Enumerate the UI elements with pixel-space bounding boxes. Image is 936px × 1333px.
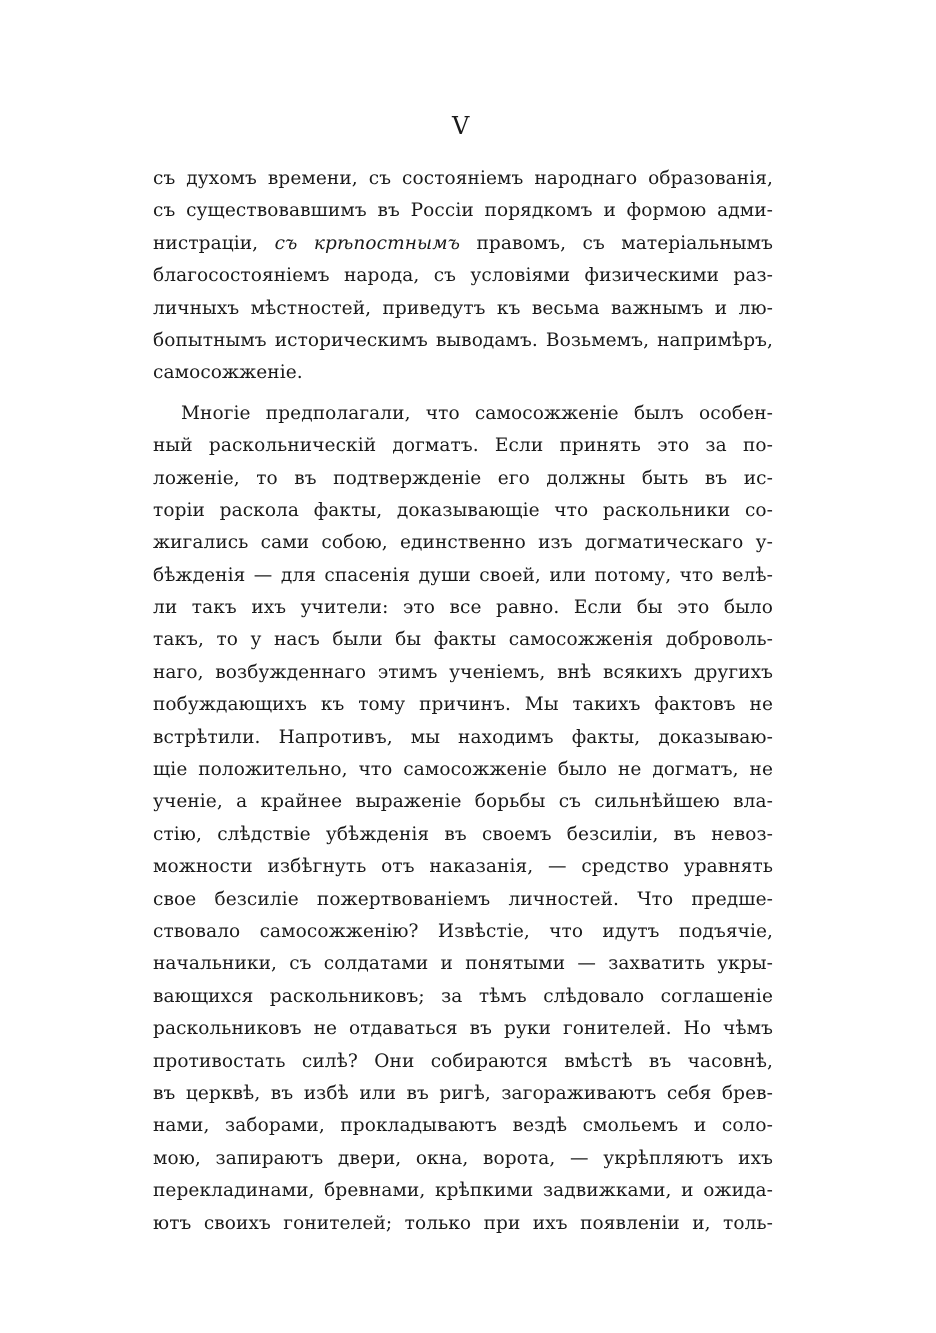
text-line: ученіе, а крайнее выраженіе борьбы съ сильнѣйшею вла-	[153, 791, 773, 813]
text-line	[153, 228, 773, 260]
text-line: Многіе предполагали, что самосожженіе былъ особен-	[181, 402, 773, 424]
text-line: свое безсиліе пожертвованіемъ личностей. Что предше-	[153, 888, 773, 910]
text-run: нистраціи,	[153, 232, 275, 254]
text-line: въ церквѣ, въ избѣ или въ ригѣ, загораживаютъ себя брев-	[153, 1082, 773, 1104]
text-line: щіе положительно, что самосожженіе было не догматъ, не	[153, 759, 773, 781]
italic-phrase: съ крѣпостнымъ	[274, 232, 461, 254]
text-line: раскольниковъ не отдаваться въ руки гонителей. Но чѣмъ	[153, 1018, 773, 1040]
text-line: противостать силѣ? Они собираются вмѣстѣ въ часовнѣ,	[153, 1050, 773, 1072]
text-line: перекладинами, бревнами, крѣпкими задвижками, и ожида-	[153, 1180, 773, 1202]
text-line: съ существовавшимъ въ Россіи порядкомъ и формою адми-	[153, 200, 773, 222]
text-line: торіи раскола факты, доказывающіе что раскольники со-	[153, 499, 773, 521]
text-line: наго, возбужденнаго этимъ ученіемъ, внѣ всякихъ другихъ	[153, 661, 773, 683]
text-line: ютъ своихъ гонителей; только при ихъ появленіи и, толь-	[153, 1212, 773, 1234]
text-line: вающихся раскольниковъ; за тѣмъ слѣдовало соглашеніе	[153, 985, 773, 1007]
page-number: V	[452, 112, 470, 140]
text-line: побуждающихъ къ тому причинъ. Мы такихъ фактовъ не	[153, 694, 773, 716]
text-line: съ духомъ времени, съ состояніемъ народнаго образованія,	[153, 168, 773, 189]
paragraph-2	[153, 398, 773, 1240]
text-line: бопытнымъ историческимъ выводамъ. Возьмемъ, напримѣръ,	[153, 329, 773, 351]
text-line: личныхъ мѣстностей, приведутъ къ весьма важнымъ и лю-	[153, 297, 773, 319]
text-line: можности избѣгнуть отъ наказанія, — средство уравнять	[153, 856, 773, 878]
text-line: благосостояніемъ народа, съ условіями физическими раз-	[153, 265, 773, 287]
paragraph-1	[153, 163, 773, 390]
text-line: жигались сами собою, единственно изъ догматическаго у-	[153, 532, 773, 554]
text-line: самосожженіе.	[153, 362, 303, 384]
text-line: ложеніе, то въ подтвержденіе его должны быть въ ис-	[153, 467, 773, 489]
text-line: встрѣтили. Напротивъ, мы находимъ факты, доказываю-	[153, 726, 773, 748]
text-line: ствовало самосожженію? Извѣстіе, что идутъ подъячіе,	[153, 920, 773, 942]
text-run: правомъ, съ матеріальнымъ	[460, 232, 773, 254]
text-line: стію, слѣдствіе убѣжденія въ своемъ безсиліи, въ невоз-	[153, 823, 773, 845]
text-line: нами, заборами, прокладываютъ вездѣ смольемъ и соло-	[153, 1115, 773, 1137]
text-line: начальники, съ солдатами и понятыми — захватить укры-	[153, 953, 773, 975]
text-line: ный раскольническій догматъ. Если принять это за по-	[153, 435, 773, 457]
text-line: ли такъ ихъ учители: это все равно. Если бы это было	[153, 597, 773, 619]
text-line: бѣжденія — для спасенія души своей, или потому, что велѣ-	[153, 564, 773, 586]
text-line: такъ, то у насъ были бы факты самосожженія доброволь-	[153, 629, 773, 651]
text-line: мою, запираютъ двери, окна, ворота, — укрѣпляютъ ихъ	[153, 1147, 773, 1169]
body-text	[153, 163, 773, 1240]
